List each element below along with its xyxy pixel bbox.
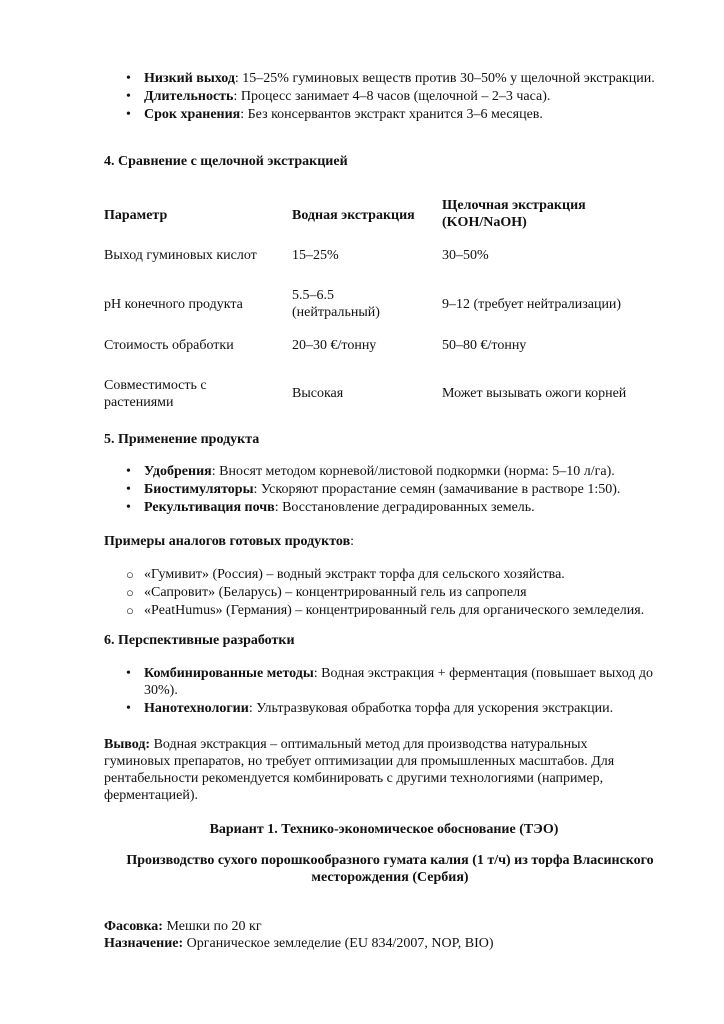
bullet-icon: • bbox=[126, 666, 131, 681]
purpose-value: Органическое земледелие (EU 834/2007, NOP, BIO) bbox=[183, 936, 494, 951]
table-cell: 30–50% bbox=[442, 248, 489, 263]
conclusion-label: Вывод: bbox=[104, 737, 151, 752]
purpose-label: Назначение: bbox=[104, 936, 184, 951]
list-item bbox=[104, 106, 684, 123]
bullet-icon: • bbox=[126, 107, 131, 122]
list-item bbox=[104, 481, 684, 498]
bullet-icon: • bbox=[126, 500, 131, 515]
table-row bbox=[104, 247, 664, 287]
list-item bbox=[104, 584, 704, 601]
section-4-heading: 4. Сравнение с щелочной экстракцией bbox=[104, 154, 348, 169]
table-cell: 15–25% bbox=[292, 248, 339, 263]
table-cell: Выход гуминовых кислот bbox=[104, 248, 257, 263]
item-term: Рекультивация почв bbox=[144, 500, 275, 515]
list-item bbox=[104, 700, 684, 717]
item-text: «Гумивит» (Россия) – водный экстракт торфа для сельского хозяйства. bbox=[144, 567, 565, 582]
table-row bbox=[104, 287, 664, 335]
production-title bbox=[90, 852, 690, 886]
list-item bbox=[104, 88, 684, 105]
packaging-value: Мешки по 20 кг bbox=[162, 919, 262, 934]
production-title-line: Производство сухого порошкообразного гумата калия (1 т/ч) из торфа Власинского bbox=[126, 853, 654, 868]
table-cell: pH конечного продукта bbox=[104, 297, 243, 312]
variant-title-text: Вариант 1. Технико-экономическое обоснование (ТЭО) bbox=[209, 822, 559, 837]
list-item bbox=[104, 499, 684, 516]
table-cell: Высокая bbox=[292, 386, 344, 401]
item-term: Нанотехнологии bbox=[144, 701, 249, 716]
purpose-line bbox=[104, 935, 494, 952]
bullet-icon: • bbox=[126, 71, 131, 86]
item-text: «Сапровит» (Беларусь) – концентрированный гель из сапропеля bbox=[144, 585, 527, 600]
table-row bbox=[104, 377, 664, 417]
item-text: : Процесс занимает 4–8 часов (щелочной – 2–3 часа). bbox=[233, 89, 551, 104]
item-term: Биостимуляторы bbox=[144, 482, 254, 497]
analogs-heading-text: Примеры аналогов готовых продуктов bbox=[104, 534, 351, 549]
item-term: Низкий выход bbox=[144, 71, 235, 86]
developments-list bbox=[104, 665, 684, 717]
analogs-heading-colon: : bbox=[350, 534, 355, 549]
analogs-list bbox=[104, 566, 704, 619]
conclusion-text: Водная экстракция – оптимальный метод для производства натуральных гуминовых препаратов, но требует оптимизации для промышленных масштабов. Для рентабельности рекомендуется комбинировать с другими технологиями (например, ферментацией). bbox=[104, 737, 615, 803]
variant-title bbox=[104, 821, 664, 838]
item-text: : 15–25% гуминовых веществ против 30–50% у щелочной экстракции. bbox=[234, 71, 655, 86]
table-row bbox=[104, 335, 664, 377]
bullet-icon: • bbox=[126, 89, 131, 104]
table-cell: 5.5–6.5 (нейтральный) bbox=[292, 288, 380, 320]
packaging-line bbox=[104, 918, 262, 935]
item-text: : Восстановление деградированных земель. bbox=[274, 500, 535, 515]
item-text: : Ультразвуковая обработка торфа для ускорения экстракции. bbox=[248, 701, 614, 716]
hollow-bullet-icon: ○ bbox=[126, 603, 134, 618]
hollow-bullet-icon: ○ bbox=[126, 567, 134, 582]
table-cell: Совместимость с растениями bbox=[104, 378, 207, 410]
column-header: Щелочная экстракция (KOH/NaOH) bbox=[442, 198, 586, 230]
conclusion-paragraph bbox=[104, 736, 624, 804]
analogs-heading bbox=[104, 533, 354, 550]
list-item bbox=[104, 665, 684, 699]
production-title-line: месторождения (Сербия) bbox=[311, 870, 469, 885]
list-item bbox=[104, 602, 704, 619]
item-term: Срок хранения bbox=[144, 107, 241, 122]
comparison-table bbox=[104, 197, 664, 417]
table-cell: 20–30 €/тонну bbox=[292, 338, 377, 353]
item-text: : Ускоряют прорастание семян (замачивание в растворе 1:50). bbox=[253, 482, 621, 497]
bullet-icon: • bbox=[126, 464, 131, 479]
item-text: «PeatHumus» (Германия) – концентрированный гель для органического земледелия. bbox=[144, 603, 645, 618]
list-item bbox=[104, 70, 684, 87]
table-cell: 50–80 €/тонну bbox=[442, 338, 527, 353]
packaging-label: Фасовка: bbox=[104, 919, 163, 934]
bullet-icon: • bbox=[126, 701, 131, 716]
column-header: Водная экстракция bbox=[292, 208, 415, 223]
item-text: : Водная экстракция + ферментация (повышает выход до 30%). bbox=[144, 666, 654, 698]
section-6-heading: 6. Перспективные разработки bbox=[104, 633, 295, 648]
list-item bbox=[104, 463, 684, 480]
column-header: Параметр bbox=[104, 208, 168, 223]
item-term: Удобрения bbox=[144, 464, 212, 479]
table-cell: Стоимость обработки bbox=[104, 338, 234, 353]
table-cell: 9–12 (требует нейтрализации) bbox=[442, 297, 622, 312]
item-term: Длительность bbox=[144, 89, 234, 104]
table-cell: Может вызывать ожоги корней bbox=[442, 386, 627, 401]
bullet-icon: • bbox=[126, 482, 131, 497]
item-text: : Вносят методом корневой/листовой подкормки (норма: 5–10 л/га). bbox=[211, 464, 615, 479]
table-header-row bbox=[104, 197, 664, 237]
applications-list bbox=[104, 463, 684, 516]
item-term: Комбинированные методы bbox=[144, 666, 314, 681]
list-item bbox=[104, 566, 704, 583]
hollow-bullet-icon: ○ bbox=[126, 585, 134, 600]
item-text: : Без консервантов экстракт хранится 3–6 месяцев. bbox=[240, 107, 543, 122]
section-5-heading: 5. Применение продукта bbox=[104, 432, 260, 447]
disadvantages-list bbox=[104, 70, 684, 123]
